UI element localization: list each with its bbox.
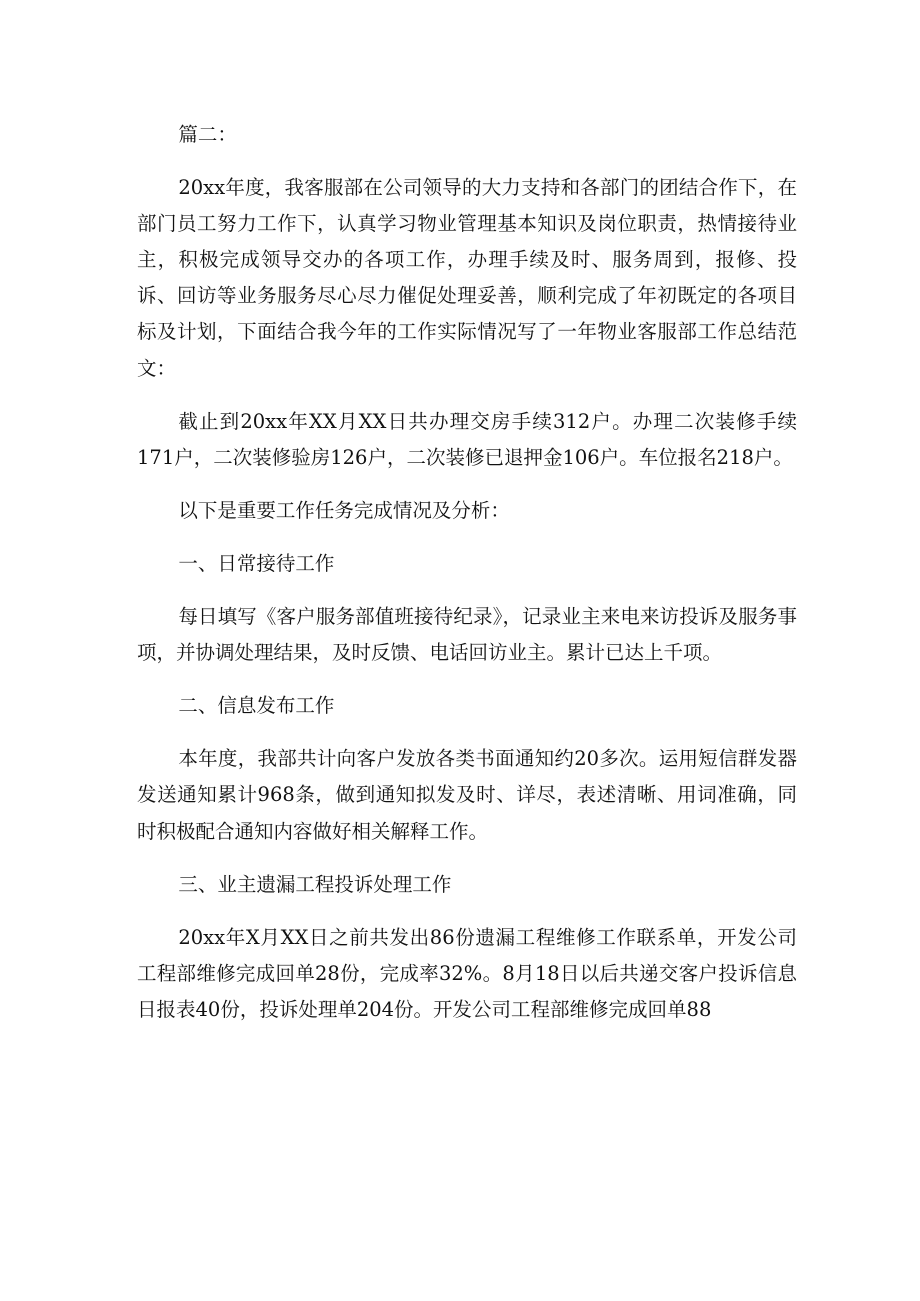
reception-paragraph: 每日填写《客户服务部值班接待纪录》，记录业主来电来访投诉及服务事项，并协调处理结果，及时反馈、电话回访业主。累计已达上千项。 <box>137 605 797 665</box>
intro-paragraph: 20xx年度，我客服部在公司领导的大力支持和各部门的团结合作下，在部门员工努力工作下，认真学习物业管理基本知识及岗位职责，热情接待业主，积极完成领导交办的各项工作，办理手续及时、服务周到，报修、投诉、回访等业务服务尽心尽力催促处理妥善，顺利完成了年初既定的各项目标及计划，下面结合我今年的工作实际情况写了一年物业客服部工作总结范文： <box>137 176 797 380</box>
section-title-complaints: 三、业主遗漏工程投诉处理工作 <box>178 872 452 896</box>
statistics-paragraph: 截止到20xx年XX月XX日共办理交房手续312户。办理二次装修手续171户，二次装修验房126户，二次装修已退押金106户。车位报名218户。 <box>137 409 797 469</box>
analysis-intro: 以下是重要工作任务完成情况及分析： <box>178 498 510 522</box>
document-body <box>137 117 797 1028</box>
complaints-paragraph: 20xx年X月XX日之前共发出86份遗漏工程维修工作联系单，开发公司工程部维修完成回单28份，完成率32%。8月18日以后共递交客户投诉信息日报表40份，投诉处理单204份。开发公司工程部维修完成回单88 <box>137 925 797 1021</box>
section-heading: 篇二： <box>178 123 237 146</box>
information-paragraph: 本年度，我部共计向客户发放各类书面通知约20多次。运用短信群发器发送通知累计968条，做到通知拟发及时、详尽，表述清晰、用词准确，同时积极配合通知内容做好相关解释工作。 <box>137 747 797 843</box>
section-title-reception: 一、日常接待工作 <box>178 551 335 575</box>
section-title-information: 二、信息发布工作 <box>178 694 335 718</box>
